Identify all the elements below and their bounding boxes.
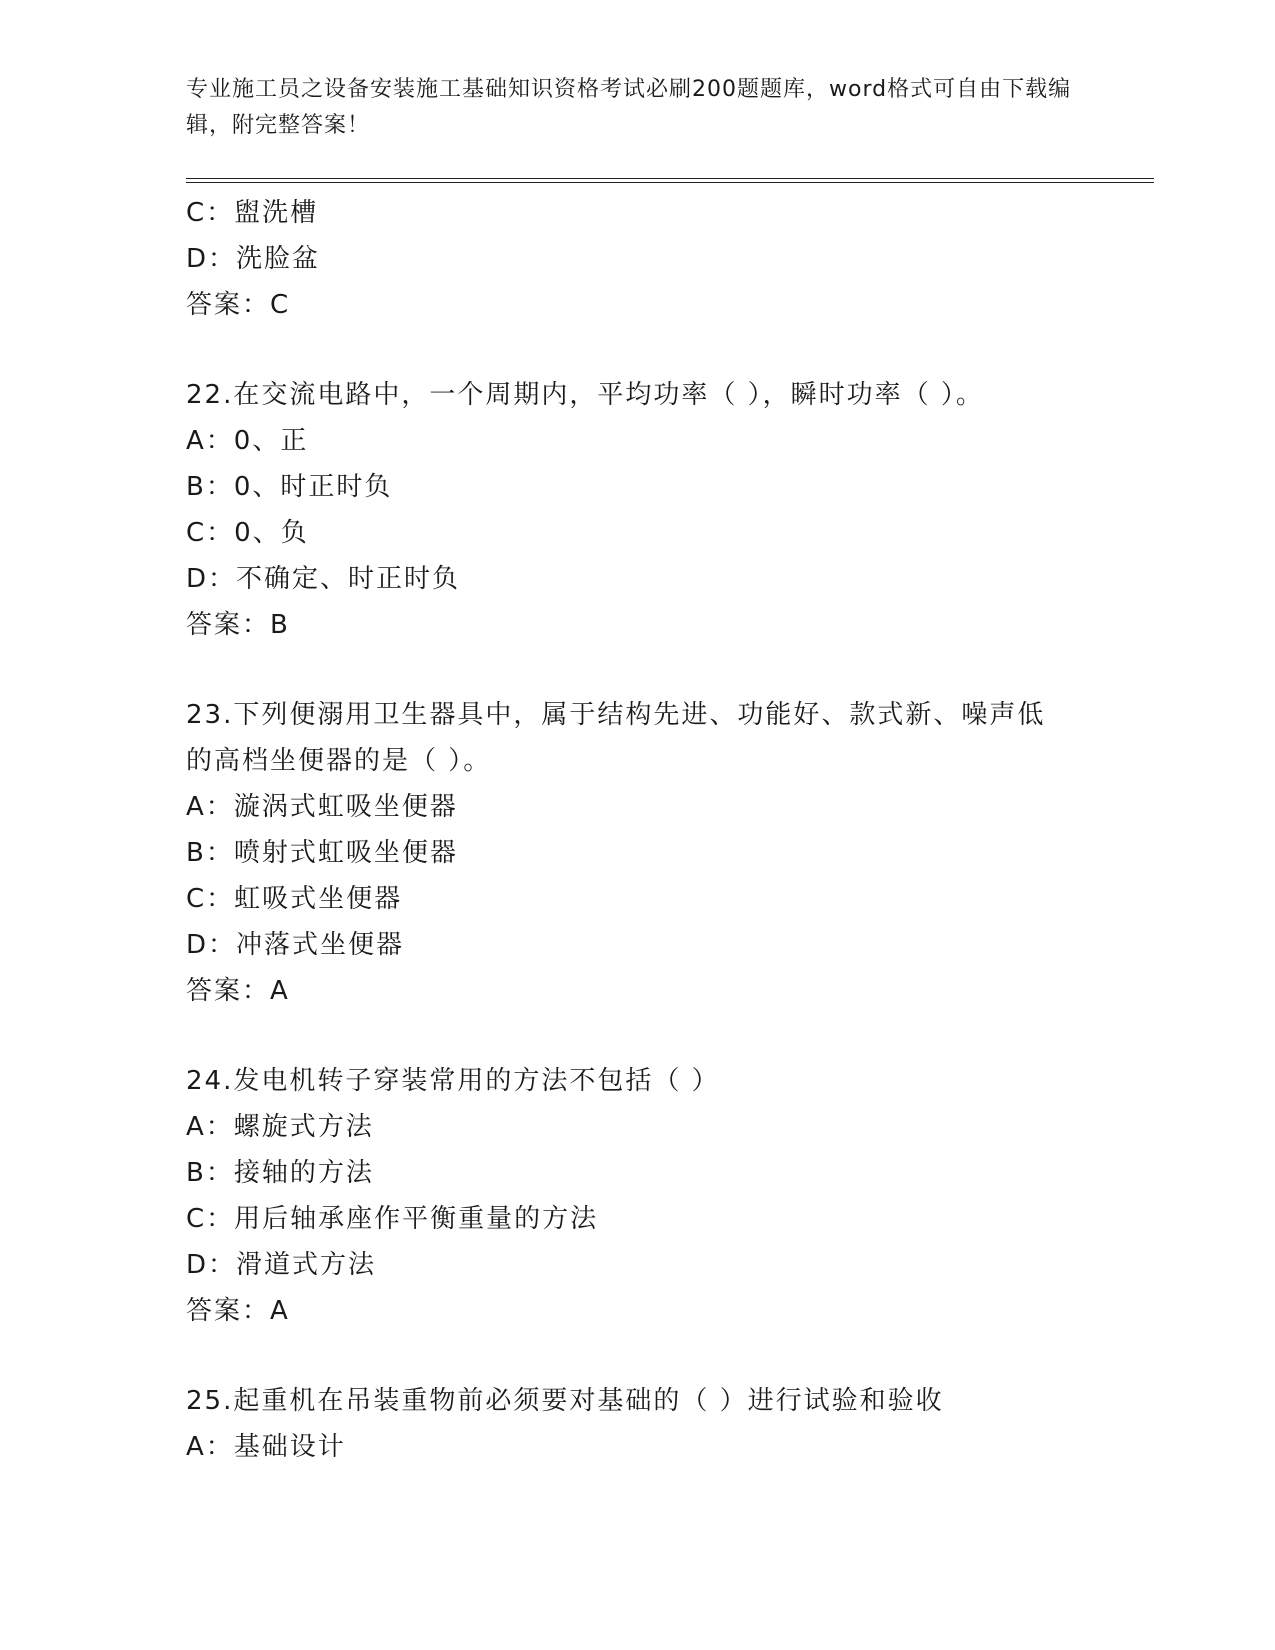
answer-line: 答案：B <box>186 610 290 640</box>
question-block-25 <box>186 1378 1086 1470</box>
question-block-21 <box>186 190 1086 328</box>
question-block-23 <box>186 692 1086 1014</box>
option-d: D：洗脸盆 <box>186 244 321 274</box>
spacer <box>186 1334 1086 1378</box>
answer-line: 答案：A <box>186 1296 290 1326</box>
question-stem: 22.在交流电路中，一个周期内，平均功率（ ），瞬时功率（ ）。 <box>186 380 984 410</box>
question-list <box>186 190 1086 1470</box>
option-a: A：漩涡式虹吸坐便器 <box>186 792 458 822</box>
spacer <box>186 1014 1086 1058</box>
option-d: D：冲落式坐便器 <box>186 930 405 960</box>
question-stem-line-1: 23.下列便溺用卫生器具中，属于结构先进、功能好、款式新、噪声低 <box>186 700 1046 730</box>
option-c: C：0、负 <box>186 518 309 548</box>
question-block-22 <box>186 372 1086 648</box>
option-b: B：喷射式虹吸坐便器 <box>186 838 458 868</box>
option-a: A：0、正 <box>186 426 309 456</box>
header-divider <box>186 178 1154 183</box>
option-c: C：虹吸式坐便器 <box>186 884 403 914</box>
answer-line: 答案：C <box>186 290 291 320</box>
question-stem: 25.起重机在吊装重物前必须要对基础的（ ）进行试验和验收 <box>186 1386 944 1416</box>
spacer <box>186 328 1086 372</box>
page-header-title: 专业施工员之设备安装施工基础知识资格考试必刷200题题库，word格式可自由下载编辑，附完整答案！ <box>186 77 1072 138</box>
option-a: A：螺旋式方法 <box>186 1112 374 1142</box>
option-d: D：不确定、时正时负 <box>186 564 461 594</box>
option-a: A：基础设计 <box>186 1432 346 1462</box>
question-stem-line-2: 的高档坐便器的是（ ）。 <box>186 746 492 776</box>
option-b: B：接轴的方法 <box>186 1158 374 1188</box>
question-block-24 <box>186 1058 1086 1334</box>
option-b: B：0、时正时负 <box>186 472 393 502</box>
answer-line: 答案：A <box>186 976 290 1006</box>
option-c: C：盥洗槽 <box>186 198 319 228</box>
option-c: C：用后轴承座作平衡重量的方法 <box>186 1204 599 1234</box>
question-stem: 24.发电机转子穿装常用的方法不包括（ ） <box>186 1066 720 1096</box>
option-d: D：滑道式方法 <box>186 1250 377 1280</box>
spacer <box>186 648 1086 692</box>
